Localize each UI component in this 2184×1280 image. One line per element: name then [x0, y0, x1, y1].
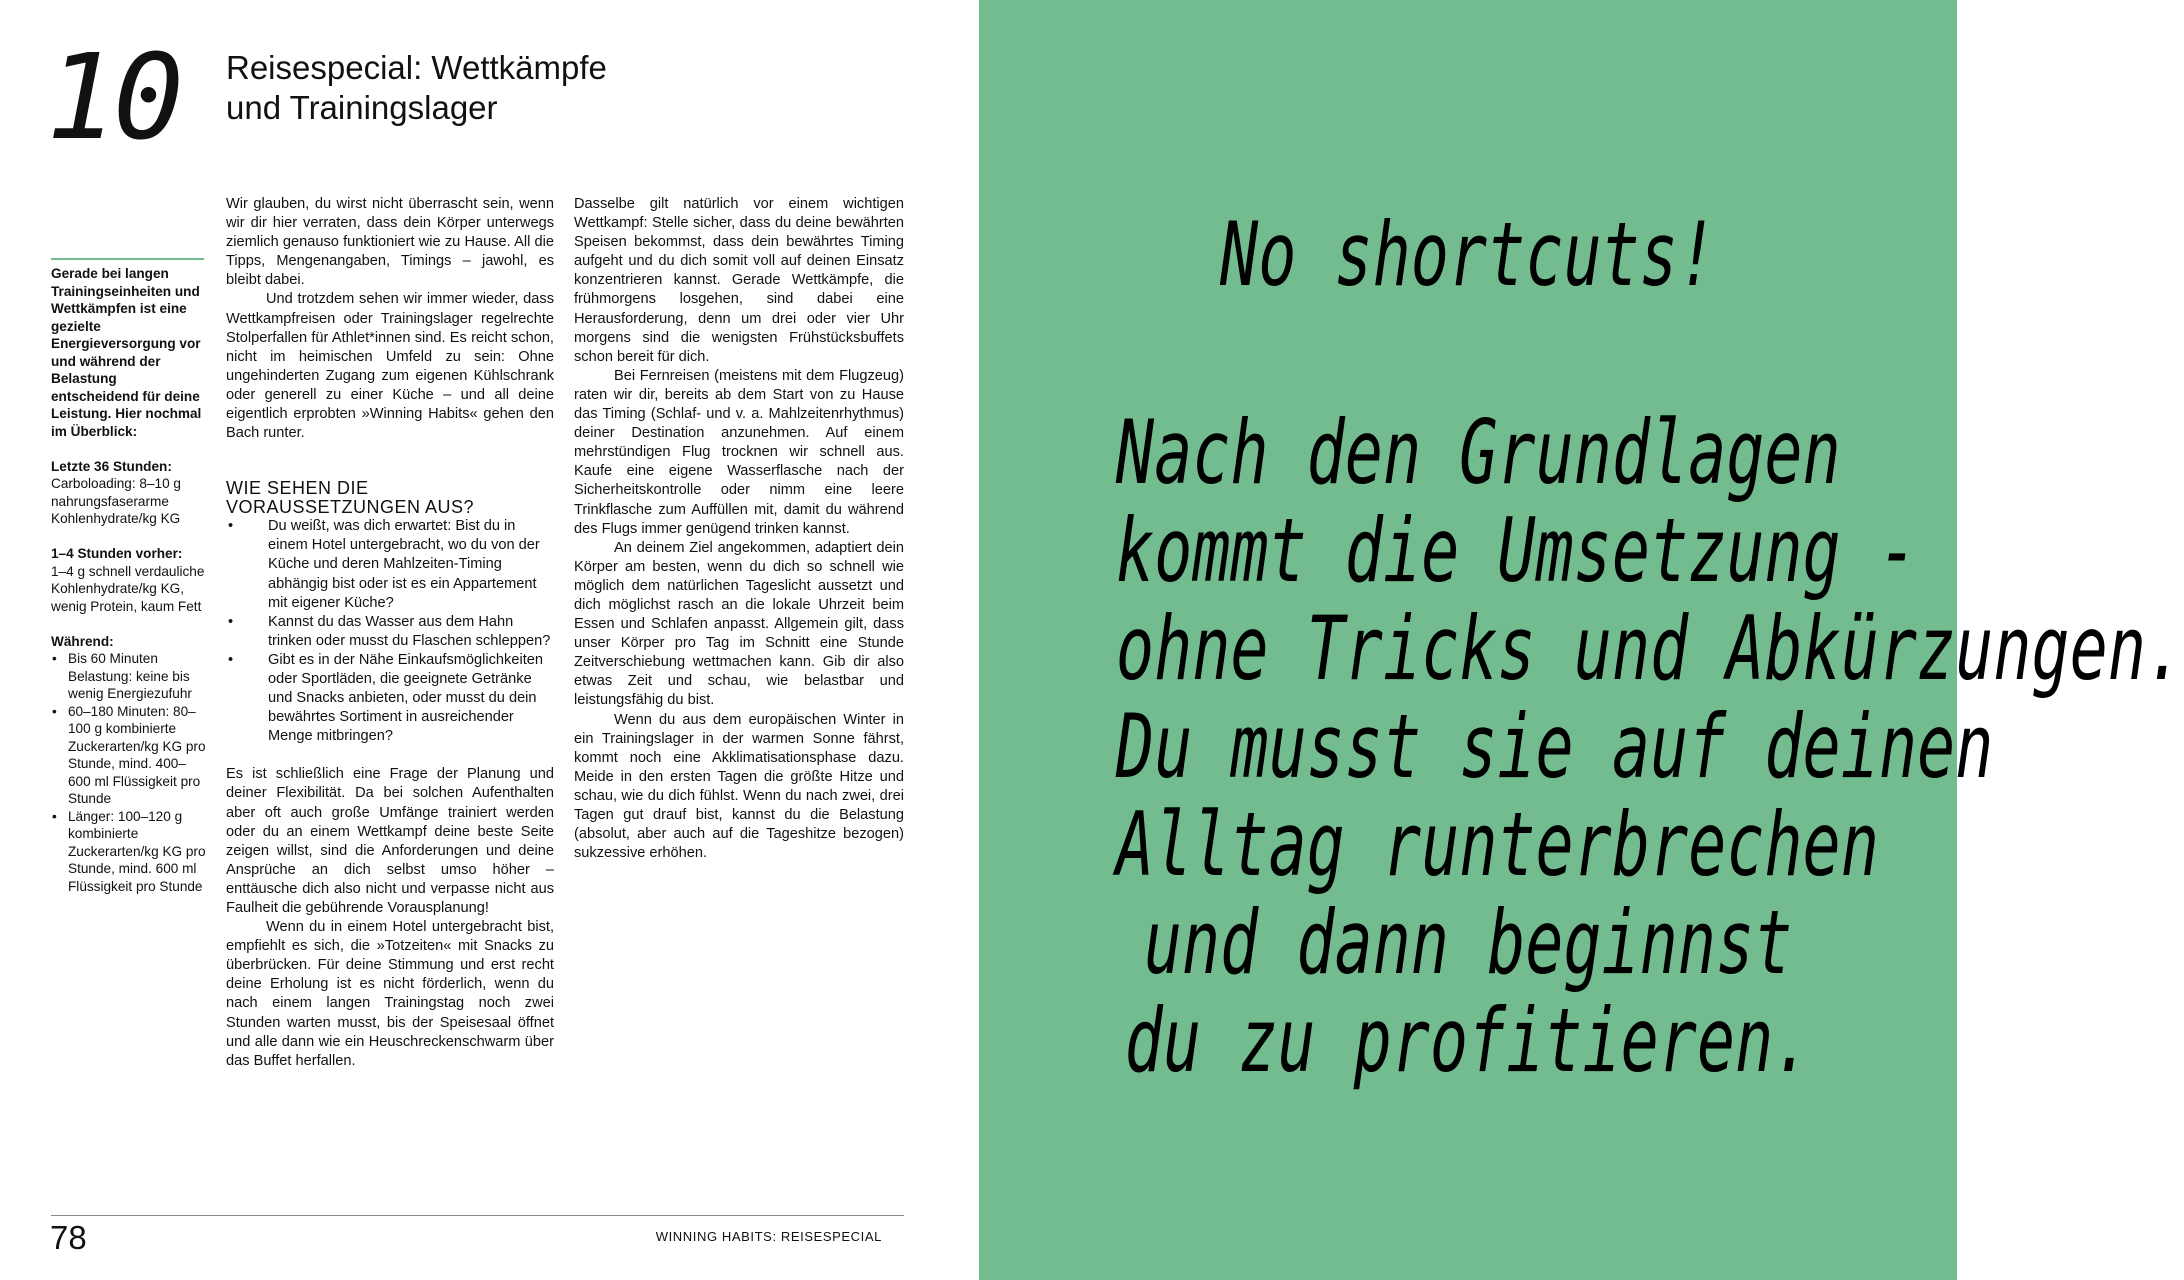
sidebar-divider — [51, 258, 204, 260]
paragraph: Bei Fernreisen (meistens mit dem Flugzeug) raten wir dir, bereits ab dem Start von zu Hause das Timing (Schlaf- und v. a. Mahlzeitenrhythmus) deiner Destination anzunehmen. Auf einem mehrstündigen Flug trocknen wir schnell aus. Kaufe eine eigene Wasserflasche nach der Sicherheitskontrolle oder nimm eine leere Trinkflasche zum Auffüllen mit, damit du während des Flugs immer genügend trinken kannst. — [574, 367, 904, 537]
section-heading: WIE SEHEN DIE VORAUSSETZUNGEN AUS? — [226, 478, 475, 518]
quote-line: Du musst sie auf deinen — [1115, 695, 1994, 798]
sidebar-block-1-text: Carboloading: 8–10 g nahrungsfaserarme Kohlenhydrate/kg KG — [51, 476, 181, 526]
quote-line: kommt die Umsetzung - — [1115, 499, 1917, 602]
chapter-number: 10 — [46, 28, 181, 166]
sidebar-box — [51, 265, 207, 895]
chapter-title-line-2: und Trainingslager — [226, 89, 498, 126]
sidebar-block-3-heading: Während: — [51, 633, 114, 649]
body-column-2 — [574, 195, 904, 863]
list-item: • Gibt es in der Nähe Einkaufsmöglichkeiten oder Sportläden, die geeignete Getränke und Snacks anbieten, oder musst du dein bewährtes Sortiment in ausreichender Menge mitbringen? — [226, 651, 554, 746]
quote-line: Nach den Grundlagen — [1115, 401, 1841, 504]
paragraph: Wir glauben, du wirst nicht überrascht sein, wenn wir dir hier verraten, dass dein Körper unterwegs ziemlich genauso funktioniert wie zu Hause. All die Tipps, Mengenangaben, Timings – jawohl, es bleibt dabei. — [226, 196, 554, 289]
quote-heading: No shortcuts! — [1220, 203, 1716, 306]
sidebar-list-item: • Länger: 100–120 g kombinierte Zuckerarten/kg KG pro Stunde, mind. 600 ml Flüssigkeit pro Stunde — [51, 808, 207, 896]
sidebar-block-2-text: 1–4 g schnell verdauliche Kohlenhydrate/kg KG, wenig Protein, kaum Fett — [51, 563, 205, 614]
chapter-title-line-1: Reisespecial: Wettkämpfe — [226, 49, 607, 86]
quote-line: ohne Tricks und Abkürzungen. — [1115, 597, 2184, 700]
footer-divider — [51, 1215, 904, 1216]
body-column-1 — [226, 195, 554, 1071]
quote-line: Alltag runterbrechen — [1115, 793, 1879, 896]
paragraph: Dasselbe gilt natürlich vor einem wichtigen Wettkampf: Stelle sicher, dass du deine bewährten Speisen bekommst, dass dein bewährtes Timing aufgeht und du dich somit voll auf deinen Einsatz konzentrieren kannst. Gerade Wettkämpfe, die frühmorgens losgehen, sind dabei eine Herausforderung, denn um drei oder vier Uhr morgens sind die wenigsten Frühstücksbuffets schon bereit für dich. — [574, 196, 904, 365]
bullet-list — [226, 517, 554, 746]
list-item: • Kannst du das Wasser aus dem Hahn trinken oder musst du Flaschen schleppen? — [226, 613, 554, 651]
sidebar-block-1-heading: Letzte 36 Stunden: — [51, 458, 172, 474]
list-item: • Du weißt, was dich erwartet: Bist du in einem Hotel untergebracht, wo du von der Küche und deren Mahlzeiten-Timing abhängig bist oder ist es ein Appartement mit eigener Küche? — [226, 517, 554, 612]
paragraph: Wenn du in einem Hotel untergebracht bist, empfiehlt es sich, die »Totzeiten« mit Snacks zu überbrücken. Für deine Stimmung und erst recht deine Erholung ist es nicht förderlich, wenn du nach einem langen Trainingstag noch zwei Stunden warten musst, bis der Speisesaal öffnet und alle dann wie ein Heuschreckenschwarm über das Buffet herfallen. — [226, 919, 554, 1069]
quote-line: und dann beginnst — [1143, 891, 1793, 994]
sidebar-list-item: • 60–180 Minuten: 80–100 g kombinierte Zuckerarten/kg KG pro Stunde, mind. 400–600 ml Flüssigkeit pro Stunde — [51, 703, 207, 808]
sidebar-list-item: • Bis 60 Minuten Belastung: keine bis wenig Energiezufuhr — [51, 650, 207, 703]
quote-line: du zu profitieren. — [1124, 989, 1812, 1092]
sidebar-intro: Gerade bei langen Trainingseinheiten und Wettkämpfen ist eine gezielte Energieversorgung vor und während der Belastung entscheidend für deine Leistung. Hier nochmal im Überblick: — [51, 266, 202, 439]
paragraph: Und trotzdem sehen wir immer wieder, dass Wettkampfreisen oder Trainingslager regelrechte Stolperfallen für Athlet*innen sind. Es reicht schon, nicht im heimischen Umfeld zu sein: Ohne ungehinderten Zugang zum eigenen Kühlschrank oder generell zu einer Küche – und all deine eigentlich erprobten »Winning Habits« gehen den Bach runter. — [226, 291, 554, 442]
quote-body — [1115, 401, 2184, 1092]
chapter-title — [226, 48, 746, 128]
sidebar-block-2-heading: 1–4 Stunden vorher: — [51, 546, 183, 561]
paragraph: An deinem Ziel angekommen, adaptiert dein Körper am besten, wenn du dich so schnell wie möglich dem natürlichen Tageslicht aussetzt und dich möglichst rasch an die lokale Uhrzeit beim Essen und Schlafen anpasst. Allgemein gilt, dass unser Körper pro Tag im Schnitt eine Stunde Zeitverschiebung wettmachen kann. Gib dir also etwas Zeit und schau, wie belastbar und leistungsfähig du bist. — [574, 539, 904, 709]
paragraph: Es ist schließlich eine Frage der Planung und deiner Flexibilität. Da bei solchen Aufenthalten aber oft auch große Umfänge trainiert werden oder du an einem Wettkampf deine beste Seite zeigen willst, sind die Anforderungen und deine Ansprüche an dich selbst umso höher – enttäusche dich also nicht und verpasse nicht aus Faulheit die gebührende Vorausplanung! — [226, 766, 554, 916]
running-title: WINNING HABITS: REISESPECIAL — [655, 1229, 882, 1244]
paragraph: Wenn du aus dem europäischen Winter in ein Trainingslager in der warmen Sonne fährst, kommt noch eine Akklimatisationsphase dazu. Meide in den ersten Tagen die größte Hitze und schau, wie du dich fühlst. Wenn du nach zwei, drei Tagen gut drauf bist, kannst du die Belastung (absolut, aber auch auf die Tageshitze bezogen) sukzessive erhöhen. — [574, 711, 904, 862]
page-number: 78 — [50, 1219, 87, 1256]
sidebar-list — [51, 650, 207, 895]
